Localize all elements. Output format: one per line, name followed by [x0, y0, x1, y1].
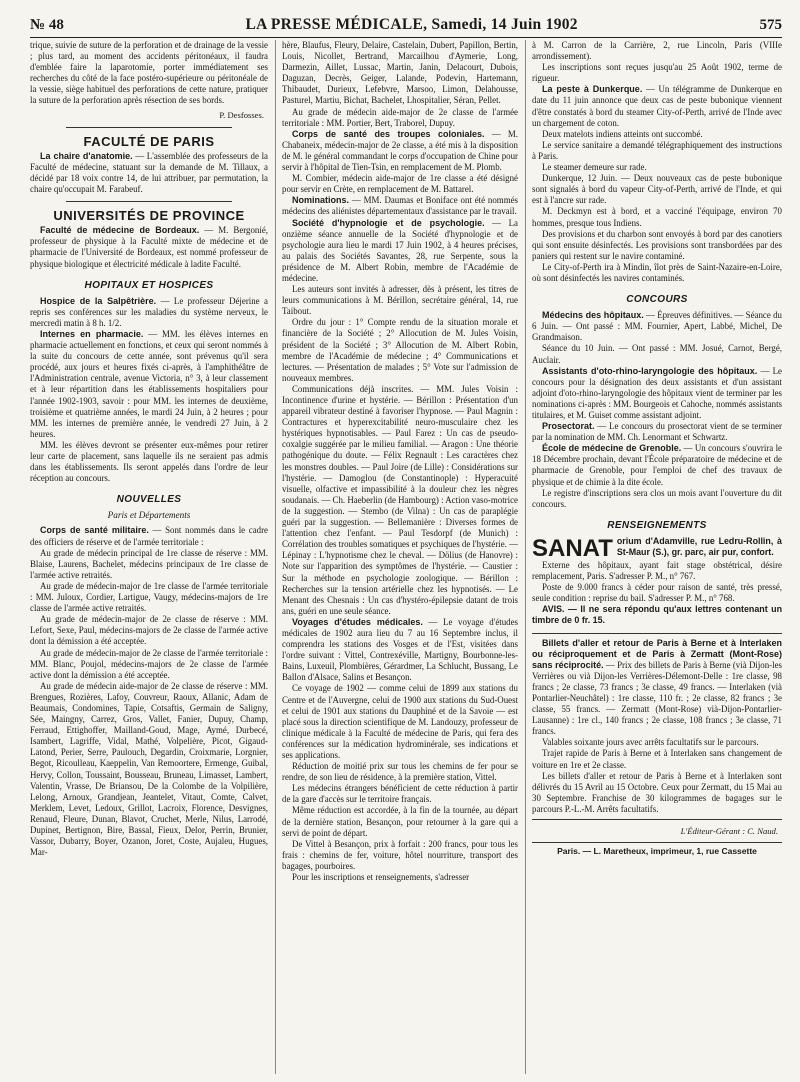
section-title-nouvelles: NOUVELLES: [116, 494, 182, 506]
column-1: [30, 40, 268, 1074]
paragraph: Pour les inscriptions et renseignements, s'adresser: [292, 872, 470, 883]
paragraph: Ordre du jour : 1° Compte rendu de la situation morale et financière de la Société ; 2° Allocution de M. Jules Voisin, président de la Société ; 3° Allocution de M. Albert Robin, membre de l'Académie de médecine ; 4° Communications et lectures. — Présentation de malades ; 5° Vote sur l'admission de nouveaux membres.: [282, 317, 518, 383]
paragraph: Médecins des hôpitaux. — Épreuves définitives. — Séance du 6 Juin. — Ont passé : MM. Fournier, Apert, Labbé, Michel, De Grandmaison.: [532, 310, 782, 343]
classified-ad: Poste de 9.000 francs à céder pour raison de santé, très pressé, seule condition : reprise du bail. S'adresser P. M., n° 768.: [532, 582, 782, 604]
paragraph: Le service sanitaire a demandé télégraphiquement des instructions à Paris.: [532, 139, 782, 161]
running-header: [30, 10, 782, 38]
paragraph-lead: École de médecine de Grenoble.: [542, 443, 682, 454]
section-subtitle: Paris et Départements: [107, 510, 191, 521]
paragraph: Valables soixante jours avec arrêts facultatifs sur le parcours.: [542, 737, 759, 748]
author-signature: P. Desfosses.: [219, 109, 264, 120]
paragraph: M. Combier, médecin aide-major de 1re classe a été désigné pour servir en Crète, en remplacement de M. Battarel.: [282, 173, 518, 195]
paragraph-lead: Corps de santé des troupes coloniales.: [292, 128, 485, 139]
paragraph: Hospice de la Salpêtrière. — Le professeur Déjerine a repris ses conférences sur les maladies du système nerveux, le mercredi matin à 8 h. 1/2.: [30, 295, 268, 328]
paragraph: Communications déjà inscrites. — MM. Jules Voisin : Incontinence d'urine et hystérie. — Bérillon : Présentation d'un appareil vibrateur destiné à favoriser l'hypnose. — Paul Magnin : Contractures et hyperexcitabilité neuro-musculaire chez les hystériques hypnotisables. — Paul Farez : Un cas de pseudo-coxalgie suggérée par le milieu familial. — Aragon : Une théorie pathogénique du doute. — Félix Regnault : Les caractères chez les monstres doubles. — Paul Joire (de Lille) : Considérations sur l'hystérie. — Damoglou (de Constantinople) : Hyperacuité visuelle, olfactive et impassibilité à la douleur chez les nègres soudanais. — Ch. Haeberlin (de Hambourg) : Action vaso-motrice de la suggestion. — Stembo (de Vilna) : Un cas de paraplégie guéri par la suggestion. — Bellemanière : Diverses formes de l'attention chez l'enfant. — Paul Tesdorpf (de Munich) : Corrélation des troubles somatiques et psychiques de l'hystérie. — Lépinay : L'hypnotisme chez le cheval. — Dölius (de Hanovre) : Note sur l'apparition des symptômes de l'hystérie. — Caustier : Sur la méthode en psychologie zoologique. — Bérillon : Recherches sur la tension artérielle chez les hypnotisés. — Le Menant des Chesnais : Un cas d'hystéro-épilepsie datant de trois ans, guéri en une seule séance.: [282, 383, 518, 616]
paragraph: Séance du 10 Juin. — Ont passé : MM. Josué, Carnot, Bergé, Auclair.: [532, 343, 782, 365]
journal-title: LA PRESSE MÉDICALE, Samedi, 14 Juin 1902: [245, 16, 578, 33]
paragraph: Des provisions et du charbon sont envoyés à bord par des canotiers qui sont ensuite désinfectés. Les provisions sont transbordées par des paniers qui restent sur le navire contaminé.: [532, 228, 782, 261]
paragraph: La chaire d'anatomie. — L'assemblée des professeurs de la Faculté de médecine, statuant sur la demande de M. Tillaux, a décidé par 18 voix contre 14, de lui attribuer, par permutation, la chaire qu'occupait M. Farabeuf.: [30, 150, 268, 195]
paragraph-lead: Voyages d'études médicales.: [292, 616, 423, 627]
column-divider: [525, 40, 526, 1074]
paragraph: Dunkerque, 12 Juin. — Deux nouveaux cas de peste bubonique sont signalés à bord du vapeur City-of-Perth, arrivé de l'Inde, et qui est à l'ancre sur rade.: [532, 173, 782, 206]
paragraph-lead: Assistants d'oto-rhino-laryngologie des hôpitaux.: [542, 365, 758, 376]
paragraph: Les auteurs sont invités à adresser, dès à présent, les titres de leurs communications à M. Bérillon, secrétaire général, 14, rue Taibout.: [282, 284, 518, 317]
divider: [66, 201, 233, 202]
railway-notice: [532, 633, 782, 821]
paragraph: Faculté de médecine de Bordeaux. — M. Bergonié, professeur de physique à la Faculté mixte de médecine et de pharmacie de l'Université de Bordeaux, est nommé professeur de physique biologique et électricité médicale à ladite Faculté.: [30, 225, 268, 269]
paragraph-lead: Billets d'aller et retour de Paris à Berne et à Interlaken ou réciproquement et de Paris à Zermatt (Mont-Rose) sans réciprocité.: [532, 637, 782, 670]
paragraph: à M. Carron de la Carrière, 2, rue Lincoln, Paris (VIIIe arrondissement).: [532, 40, 782, 62]
column-3: [532, 40, 782, 1074]
issue-number: № 48: [30, 17, 64, 33]
section-title-renseignements: RENSEIGNEMENTS: [607, 519, 707, 531]
section-title-universites: UNIVERSITÉS DE PROVINCE: [53, 208, 245, 224]
notice: AVIS. — Il ne sera répondu qu'aux lettres contenant un timbre de 0 fr. 15.: [532, 604, 782, 626]
paragraph: Les billets d'aller et retour de Paris à Berne et à Interlaken sont délivrés du 15 Avril au 15 Octobre. Ceux pour Zermatt, du 15 Mai au 30 Septembre. Franchise de 30 kilogrammes de bagages sur le parcours P.-L.-M. Arrêts facultatifs.: [532, 770, 782, 814]
paragraph: Corps de santé militaire. — Sont nommés dans le cadre des officiers de réserve et de l'armée territoriale :: [30, 525, 268, 547]
paragraph-lead: Prosectorat.: [542, 421, 595, 432]
paragraph: Au grade de médecin aide-major de 2e classe de réserve : MM. Brengues, Rozières, Lafoy, Couvreur, Raoux, Allanic, Adam de Beaumais, Condomines, Tapie, Cotsaftis, Germain de Saligny, Sée, Maingny, Carrez, Gros, Vallet, Fanier, Dupuy, Champ, Ferraud, Ettighoffer, Mailland-Goud, Mage, Aymé, Durbecé, Isambert, Lagriffe, Vidal, Mathé, Volpelière, Picot, Gigaud-Latond, Perier, Serre, Paulouch, Degardin, Croixmarie, Lorgnier, Begot, Ricoulleau, Kaeppelin, Van Remoortere, Ermenge, Guibal, Hervy, Collon, Toussaint, Bousseau, Bruneau, Limasset, Lambert, Valentin, Vrasse, De Briansou, De la Colombe de la Volpilière, Lelong, Arnoux, Grandjean, Jeantelet, Vitaut, Comte, Calvet, Merklem, Levet, Ledoux, Grillot, Lacroix, Florence, Desvignes, Renaud, Fleure, Dunan, Blavot, Cruchet, Merle, Nilus, Larrodé, Dupinet, Bertignon, Bire, Bassal, Fieux, Delor, Perrin, Brunier, Vassor, Dubarry, Boyer, Ozanon, Joret, Coste, Aujaleu, Hugues, Mar-: [30, 680, 268, 858]
page-number: 575: [759, 17, 782, 33]
article-continuation: trique, suivie de suture de la perforation et de drainage de la vessie ; plus tard, au moment des accidents péritonéaux, il faudra d'emblée faire la laparotomie, porter immédiatement ses recherches du côté de la face postéro-supérieure ou péritonéale de la vessie, siège habituel des perforations de cette nature, pratiquer la suture de la perforation après résection de ses bords.: [30, 40, 268, 106]
paragraph: Au grade de médecin-major de 1re classe de l'armée territoriale : MM. Juloux, Cordier, Lartigue, Vaugy, médecins-majors de 1re classe de l'armée active retraités.: [30, 580, 268, 614]
paragraph: De Vittel à Besançon, prix à forfait : 200 francs, pour tous les frais : chemins de fer, voiture, hôtel nourriture, transport des bagages, pourboires.: [282, 838, 518, 871]
paragraph: Billets d'aller et retour de Paris à Berne et à Interlaken ou réciproquement et de Paris à Zermatt (Mont-Rose) sans réciprocité. — Prix des billets de Paris à Berne (vià Dijon-les Verrières ou vià Dijon-les Verrières-Délemont-Delle : 1re classe, 98 francs ; 2e classe, 73 francs ; 3e classe, 49 francs. — Interlaken (vià Pontarlier-Neuchâtel) : 1re classe, 110 fr. ; 2e classe, 82 francs ; 3e classe, 55 francs. — Zermatt (Mont-Rose) vià-Dijon-Pontarlier-Lausanne) : 1re cl., 140 francs ; 2e classe, 108 francs ; 3e classe, 71 francs.: [532, 637, 782, 737]
paragraph: Au grade de médecin-major de 2e classe de l'armée territoriale : MM. Blanc, Poujol, médecins-majors de 2e classe de l'armée active dont la démission a été acceptée.: [30, 647, 268, 680]
paragraph: Trajet rapide de Paris à Berne et à Interlaken sans changement de voiture en 1re et 2e classe.: [532, 748, 782, 770]
paragraph-lead: Corps de santé militaire.: [40, 525, 149, 536]
section-title-faculte: FACULTÉ DE PARIS: [83, 133, 215, 149]
paragraph: Nominations. — MM. Daumas et Boniface ont été nommés médecins des aliénistes départementaux d'assistance par le travail.: [282, 195, 518, 217]
paragraph: MM. les élèves devront se présenter eux-mêmes pour retirer leur carte de placement, sans laquelle ils ne seraient pas admis dans les établissements. Ils seront appelés dans l'ordre de leur réception au concours.: [30, 439, 268, 484]
editor-credit: L'Éditeur-Gérant : C. Naud.: [680, 826, 778, 836]
paragraph-lead: Nominations.: [292, 195, 350, 206]
paragraph: M. Deckmyn est à bord, et a vacciné l'équipage, environ 70 hommes, presque tous Indiens.: [532, 206, 782, 228]
paragraph: Le registre d'inscriptions sera clos un mois avant l'ouverture du dit concours.: [532, 487, 782, 509]
paragraph: Deux matelots indiens atteints ont succombé.: [542, 128, 703, 139]
paragraph: Les médecins étrangers bénéficient de cette réduction à partir de la gare d'accès sur le territoire français.: [282, 783, 518, 805]
column-2: [282, 40, 518, 1074]
paragraph: Les inscriptions sont reçues jusqu'au 25 Août 1902, terme de rigueur.: [532, 62, 782, 84]
column-divider: [275, 40, 276, 1074]
paragraph: hère, Blaufus, Fleury, Delaire, Castelain, Dubert, Papillon, Bertin, Louis, Nicollet, Bertrand, Marcailhou d'Aymerie, Long, Darmezin, Aillet, Lussac, Martin, Janin, Delacourt, Dubois, Daguzan, Decrès, Geiger, Lalande, Podevin, Hartemann, Thibaudet, Durieux, Lefebvre, Marsoo, Limon, Delahousse, Pasturel, Martiu, Bichat, Bachelet, Lhospitalier, Séran, Pellet.: [282, 40, 518, 106]
section-title-concours: CONCOURS: [626, 294, 688, 306]
paragraph: Société d'hypnologie et de psychologie. — La onzième séance annuelle de la Société d'hypnologie et de psychologie aura lieu le mardi 17 Juin 1902, à 4 heures précises, au palais des Sociétés Savantes, 28, rue Serpente, sous la présidence de M. Albert Robin, membre de l'Académie de médecine.: [282, 217, 518, 283]
paragraph-lead: Hospice de la Salpêtrière.: [40, 295, 157, 306]
paragraph: École de médecine de Grenoble. — Un concours s'ouvrira le 18 Décembre prochain, devant l'École préparatoire de médecine et de pharmacie de Grenoble, pour l'emploi de chef des travaux de physique et de chimie à la dite école.: [532, 443, 782, 487]
paragraph-lead: Internes en pharmacie.: [40, 328, 144, 339]
paragraph-lead: Médecins des hôpitaux.: [542, 310, 644, 321]
paragraph-lead: La peste à Dunkerque.: [542, 84, 643, 95]
paragraph: La peste à Dunkerque. — Un télégramme de Dunkerque en date du 11 juin annonce que deux cas de peste bubonique viennent d'être constatés à bord du steamer City-of-Perth, arrivé de l'Inde avec un chargement de coton.: [532, 84, 782, 128]
classified-ad: Externe des hôpitaux, ayant fait stage obstétrical, désire remplacement, Paris. S'adresser P. M., n° 767.: [532, 559, 782, 582]
paragraph-lead: Faculté de médecine de Bordeaux.: [40, 225, 200, 236]
paragraph: Au grade de médecin-major de 2e classe de réserve : MM. Lefort, Sexe, Paul, médecins-majors de 2e classe de l'armée active dont la démission a été acceptée.: [30, 614, 268, 647]
classified-ad: SANAT orium d'Adamville, rue Ledru-Rollin, à St-Maur (S.), gr. parc, air pur, confort.: [532, 534, 782, 562]
paragraph: Le City-of-Perth ira à Mindin, îlot près de Saint-Nazaire-en-Loire, où sont désinfectés les navires contaminés.: [532, 261, 782, 283]
paragraph: Assistants d'oto-rhino-laryngologie des hôpitaux. — Le concours pour la désignation des deux assistants et d'un assistant adjoint d'oto-rhino-laryngologie des hôpitaux vient de terminer par les nominations ci-après : MM. Bourgeois et Cahoche, nommés assistants titulaires, et M. Guiset comme assistant adjoint.: [532, 365, 782, 420]
paragraph: Voyages d'études médicales. — Le voyage d'études médicales de 1902 aura lieu du 7 au 16 Septembre inclus, il comprendra les stations des Vosges et de l'Est, visitées dans l'ordre suivant : Vittel, Contrexéville, Martigny, Bourbonne-les-Bains, Luxeuil, Plombières, Gérardmer, La Schlucht, Bussang, Le Ballon d'Alsace, Salins et Besançon.: [282, 616, 518, 683]
section-title-hopitaux: HOPITAUX ET HOSPICES: [84, 279, 214, 291]
paragraph: Internes en pharmacie. — MM. les élèves internes en pharmacie actuellement en fonctions, et ceux qui seront nommés à la suite du concours de cette année, sont prévenus qu'il sera procédé, aux jours et heures fixés ci-après, à l'amphithéâtre de l'Administration centrale, avenue Victoria, n° 3, à leur classement et à leur répartition dans les établissements hospitaliers pour l'année 1902-1903, savoir : pour MM. les internes de deuxième, troisième et quatrième années, le mardi 24 Juin, à 2 heures ; pour MM. les internes de première année, le vendredi 27 Juin, à 2 heures.: [30, 328, 268, 439]
paragraph-lead: Société d'hypnologie et de psychologie.: [292, 217, 485, 228]
printer-credit: Paris. — L. Maretheux, imprimeur, 1, rue Cassette: [557, 846, 757, 857]
paragraph: Même réduction est accordée, à la fin de la tournée, au départ de la dernière station, Besançon, pour retourner à la gare qui a servi de point de départ.: [282, 805, 518, 838]
ad-big-initial: SANAT: [532, 534, 613, 562]
paragraph: Réduction de moitié prix sur tous les chemins de fer pour se rendre, de son lieu de résidence, à la première station, Vittel.: [282, 761, 518, 783]
paragraph: Le steamer demeure sur rade.: [542, 162, 647, 173]
paragraph: Prosectorat. — Le concours du prosectorat vient de se terminer par la nomination de MM. Ch. Lenormant et Schwartz.: [532, 421, 782, 443]
paragraph: Ce voyage de 1902 — comme celui de 1899 aux stations du Centre et de l'Auvergne, celui de 1900 aux stations du Sud-Ouest et celui de 1901 aux stations du Dauphiné et de la Savoie — est placé sous la direction scientifique de M. Landouzy, professeur de clinique médicale à la Faculté de médecine de Paris, qui fera des conférences sur la médication hydrominérale, ses indications et ses applications.: [282, 683, 518, 760]
paragraph-lead: La chaire d'anatomie.: [40, 150, 133, 161]
paragraph: Au grade de médecin principal de 1re classe de réserve : MM. Blaise, Laurens, Bachelet, médecins principaux de 1re classe de l'armée active retraités.: [30, 547, 268, 580]
paragraph: Corps de santé des troupes coloniales. — M. Chabaneix, médecin-major de 2e classe, a été mis à la disposition de M. le général commandant le corps d'occupation de Chine pour servir à l'hôpital de Tien-Tsin, en remplacement de M. Plomb.: [282, 128, 518, 173]
divider: [66, 127, 233, 128]
paragraph: Au grade de médecin aide-major de 2e classe de l'armée territoriale : MM. Portier, Bert, Traborel, Dupuy.: [282, 106, 518, 128]
divider: [532, 842, 782, 843]
